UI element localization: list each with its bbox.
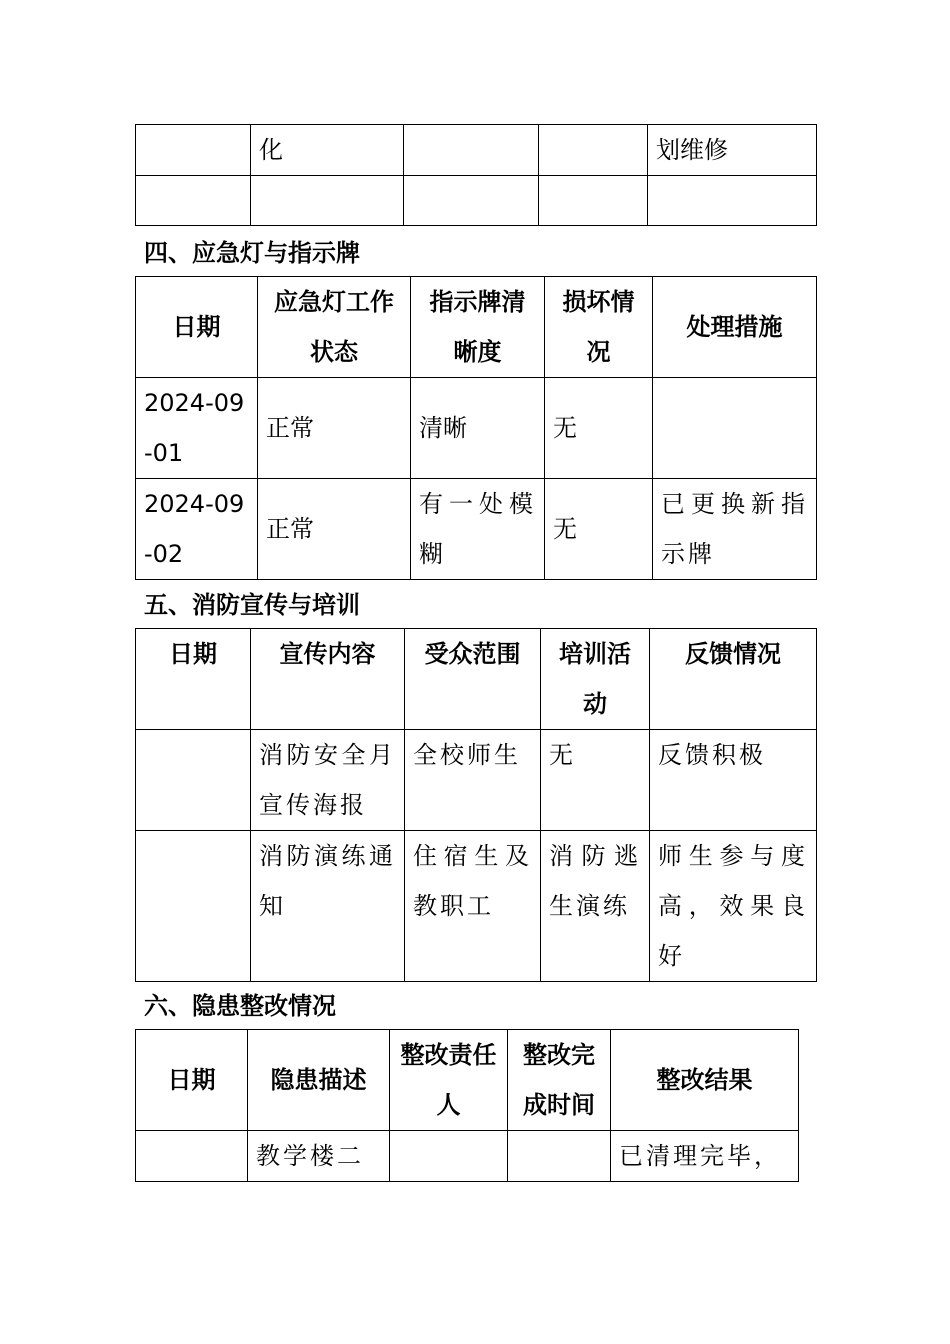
header-cell: 日期	[136, 1030, 248, 1131]
cell: 清晰	[411, 378, 545, 479]
cell: 无	[545, 479, 653, 580]
section-title-fire-training: 五、消防宣传与培训	[144, 591, 360, 619]
cell: 反馈积极	[650, 730, 817, 831]
cell: 消防逃生演练	[541, 831, 650, 982]
cell: 有一处模糊	[411, 479, 545, 580]
cell: 已更换新指示牌	[653, 479, 817, 580]
cell	[251, 176, 404, 226]
header-cell: 整改结果	[611, 1030, 799, 1131]
cell: 划维修	[648, 125, 817, 176]
section-title-hazard-rectification: 六、隐患整改情况	[144, 992, 336, 1020]
header-cell: 应急灯工作状态	[258, 277, 411, 378]
cell: 正常	[258, 479, 411, 580]
header-cell: 整改完成时间	[508, 1030, 611, 1131]
date-cell	[136, 730, 251, 831]
date-cell	[136, 831, 251, 982]
cell: 化	[251, 125, 404, 176]
cell	[508, 1131, 611, 1182]
header-cell: 处理措施	[653, 277, 817, 378]
cell	[390, 1131, 508, 1182]
emergency-lights-table	[135, 276, 817, 580]
header-cell: 受众范围	[405, 629, 541, 730]
cell	[136, 176, 251, 226]
cell: 消防演练通知	[251, 831, 405, 982]
cell	[404, 176, 539, 226]
cell: 无	[545, 378, 653, 479]
continuation-table	[135, 124, 817, 226]
date-cell: 2024-09-01	[136, 378, 258, 479]
header-cell: 反馈情况	[650, 629, 817, 730]
header-cell: 指示牌清晰度	[411, 277, 545, 378]
cell	[404, 125, 539, 176]
cell: 师生参与度高，效果良好	[650, 831, 817, 982]
hazard-rectification-table	[135, 1029, 799, 1182]
header-cell: 日期	[136, 629, 251, 730]
date-cell	[136, 1131, 248, 1182]
cell: 住宿生及教职工	[405, 831, 541, 982]
cell: 消防安全月宣传海报	[251, 730, 405, 831]
section-title-emergency-lights: 四、应急灯与指示牌	[144, 239, 360, 267]
header-cell: 整改责任人	[390, 1030, 508, 1131]
date-cell: 2024-09-02	[136, 479, 258, 580]
fire-training-table	[135, 628, 817, 982]
cell: 无	[541, 730, 650, 831]
header-cell: 日期	[136, 277, 258, 378]
cell	[136, 125, 251, 176]
cell	[648, 176, 817, 226]
cell: 正常	[258, 378, 411, 479]
cell	[539, 176, 648, 226]
cell: 教学楼二	[248, 1131, 390, 1182]
header-cell: 宣传内容	[251, 629, 405, 730]
header-cell: 培训活动	[541, 629, 650, 730]
cell	[653, 378, 817, 479]
cell: 全校师生	[405, 730, 541, 831]
header-cell: 损坏情况	[545, 277, 653, 378]
cell: 已清理完毕，	[611, 1131, 799, 1182]
cell	[539, 125, 648, 176]
header-cell: 隐患描述	[248, 1030, 390, 1131]
